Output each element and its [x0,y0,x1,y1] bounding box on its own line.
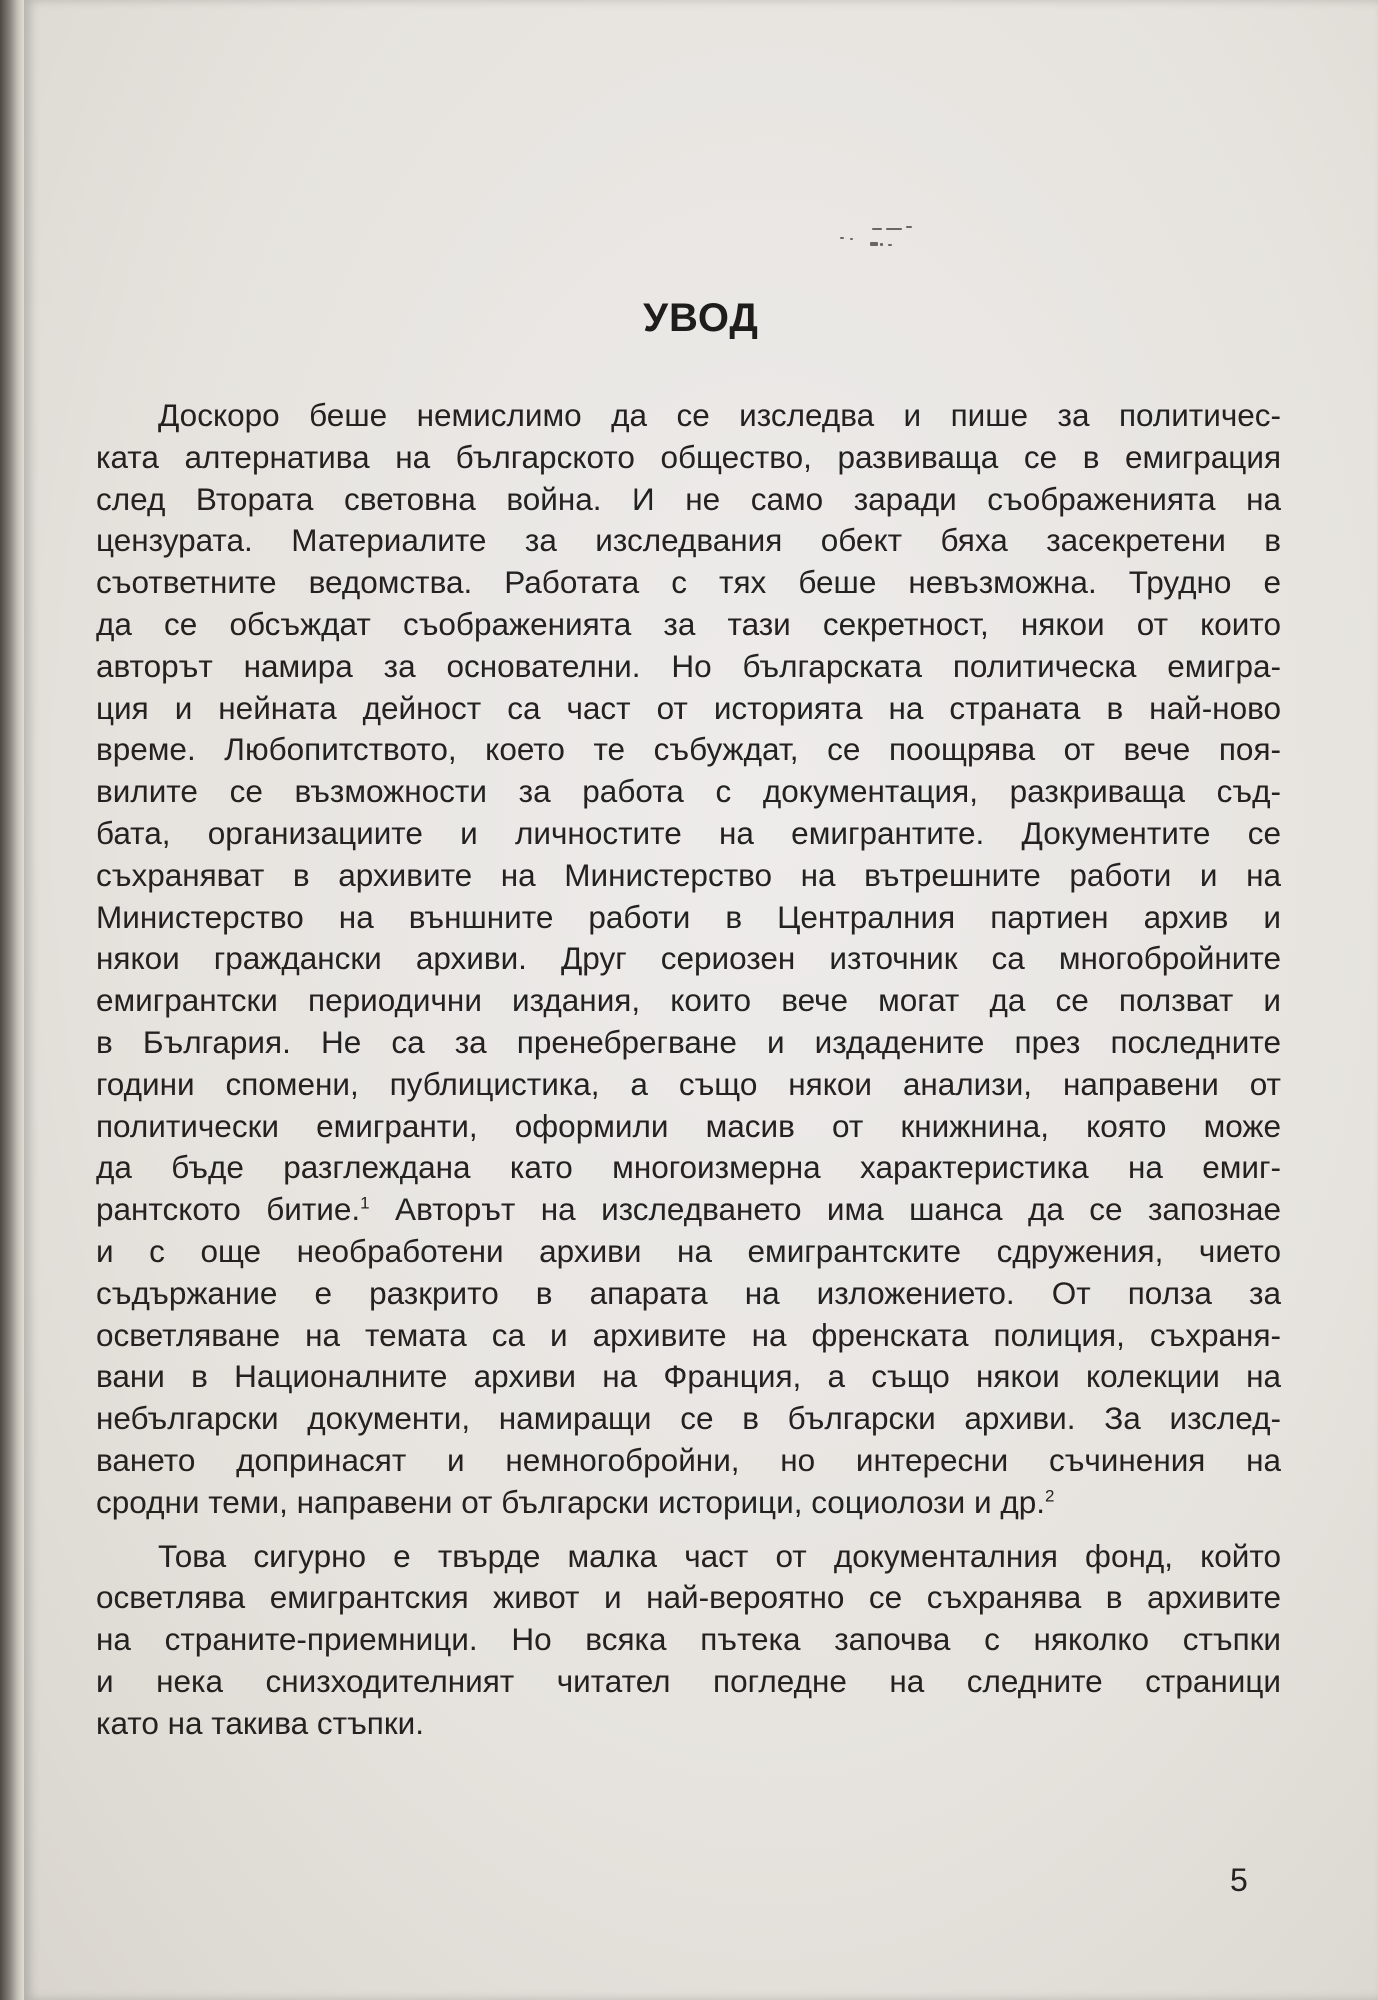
text-line: осветляване на темата са и архивите на френската полиция, съхраня- [96,1316,1281,1353]
paragraph-1 [96,395,1281,1524]
text-line: Министерство на външните работи в Централния партиен архив и [96,898,1281,935]
paragraph-2 [96,1536,1281,1745]
text-line: политически емигранти, оформили масив от книжнина, която може [96,1107,1281,1144]
text-line: да бъде разглеждана като многоизмерна характеристика на емиг- [96,1149,1281,1186]
text-line: ката алтернатива на българското общество, развиваща се в емиграция [96,438,1281,475]
text-line: съответните ведомства. Работата с тях беше невъзможна. Трудно е [96,564,1281,601]
text-line: ването допринасят и немногобройни, но интересни съчинения на [96,1441,1281,1478]
text-line: вилите се възможности за работа с документация, разкриваща съд- [96,773,1281,810]
text-line: Това сигурно е твърде малка част от документалния фонд, който [158,1537,1281,1574]
text-line: ция и нейната дейност са част от историята на страната в най-ново [96,689,1281,726]
chapter-title: УВОД [643,296,759,340]
text-line: на страните-приемници. Но всяка пътека започва с няколко стъпки [96,1621,1281,1658]
text-line: емигрантски периодични издания, които вече могат да се ползват и [96,982,1281,1019]
text-line: и нека снизходителният читател погледне на следните страници [96,1662,1281,1699]
text-line: след Втората световна война. И не само заради съображенията на [96,480,1281,517]
text-line: авторът намира за основателни. Но българската политическа емигра- [96,647,1281,684]
text-line: бата, организациите и личностите на емигрантите. Документите се [96,814,1281,851]
footnote-marker-2: 2 [1044,1486,1055,1506]
text-line-with-footnote [96,1189,1281,1231]
text-line: като на такива стъпки. [96,1704,424,1741]
text-line: Доскоро беше немислимо да се изследва и пише за политичес- [158,397,1281,433]
text-line: цензурата. Материалите за изследвания обект бяха засекретени в [96,522,1281,559]
text-segment: сродни теми, направени от български историци, социолози и др. [96,1483,1045,1520]
text-line: някои граждански архиви. Друг сериозен източник са многобройните [96,940,1281,977]
text-line: в България. Не са за пренебрегване и издадените през последните [96,1023,1281,1060]
text-line: и с още необработени архиви на емигрантските сдружения, чието [96,1232,1281,1269]
text-line: време. Любопитството, което те събуждат, се поощрява от вече поя- [96,731,1281,768]
scan-mark-smudge [854,228,974,258]
text-segment: рантското битие. [96,1191,361,1228]
chapter-body [96,395,1281,1745]
footnote-marker-1: 1 [360,1193,370,1213]
text-line: осветлява емигрантския живот и най-вероятно се съхранява в архивите [96,1579,1281,1616]
text-line: съдържание е разкрито в апарата на изложението. От полза за [96,1274,1281,1311]
page-number: 5 [1230,1862,1248,1898]
text-line: години спомени, публицистика, а също някои анализи, направени от [96,1065,1281,1102]
text-line-with-footnote [96,1482,1281,1524]
text-segment: Авторът на изследването има шанса да се запознае [369,1191,1282,1228]
book-page [24,0,1378,2000]
text-line: да се обсъждат съображенията за тази секретност, някои от които [96,605,1281,642]
text-line: съхраняват в архивите на Министерство на вътрешните работи и на [96,856,1281,893]
text-line: небългарски документи, намиращи се в български архиви. За изслед- [96,1400,1281,1437]
text-line: вани в Националните архиви на Франция, а също някои колекции на [96,1358,1281,1395]
